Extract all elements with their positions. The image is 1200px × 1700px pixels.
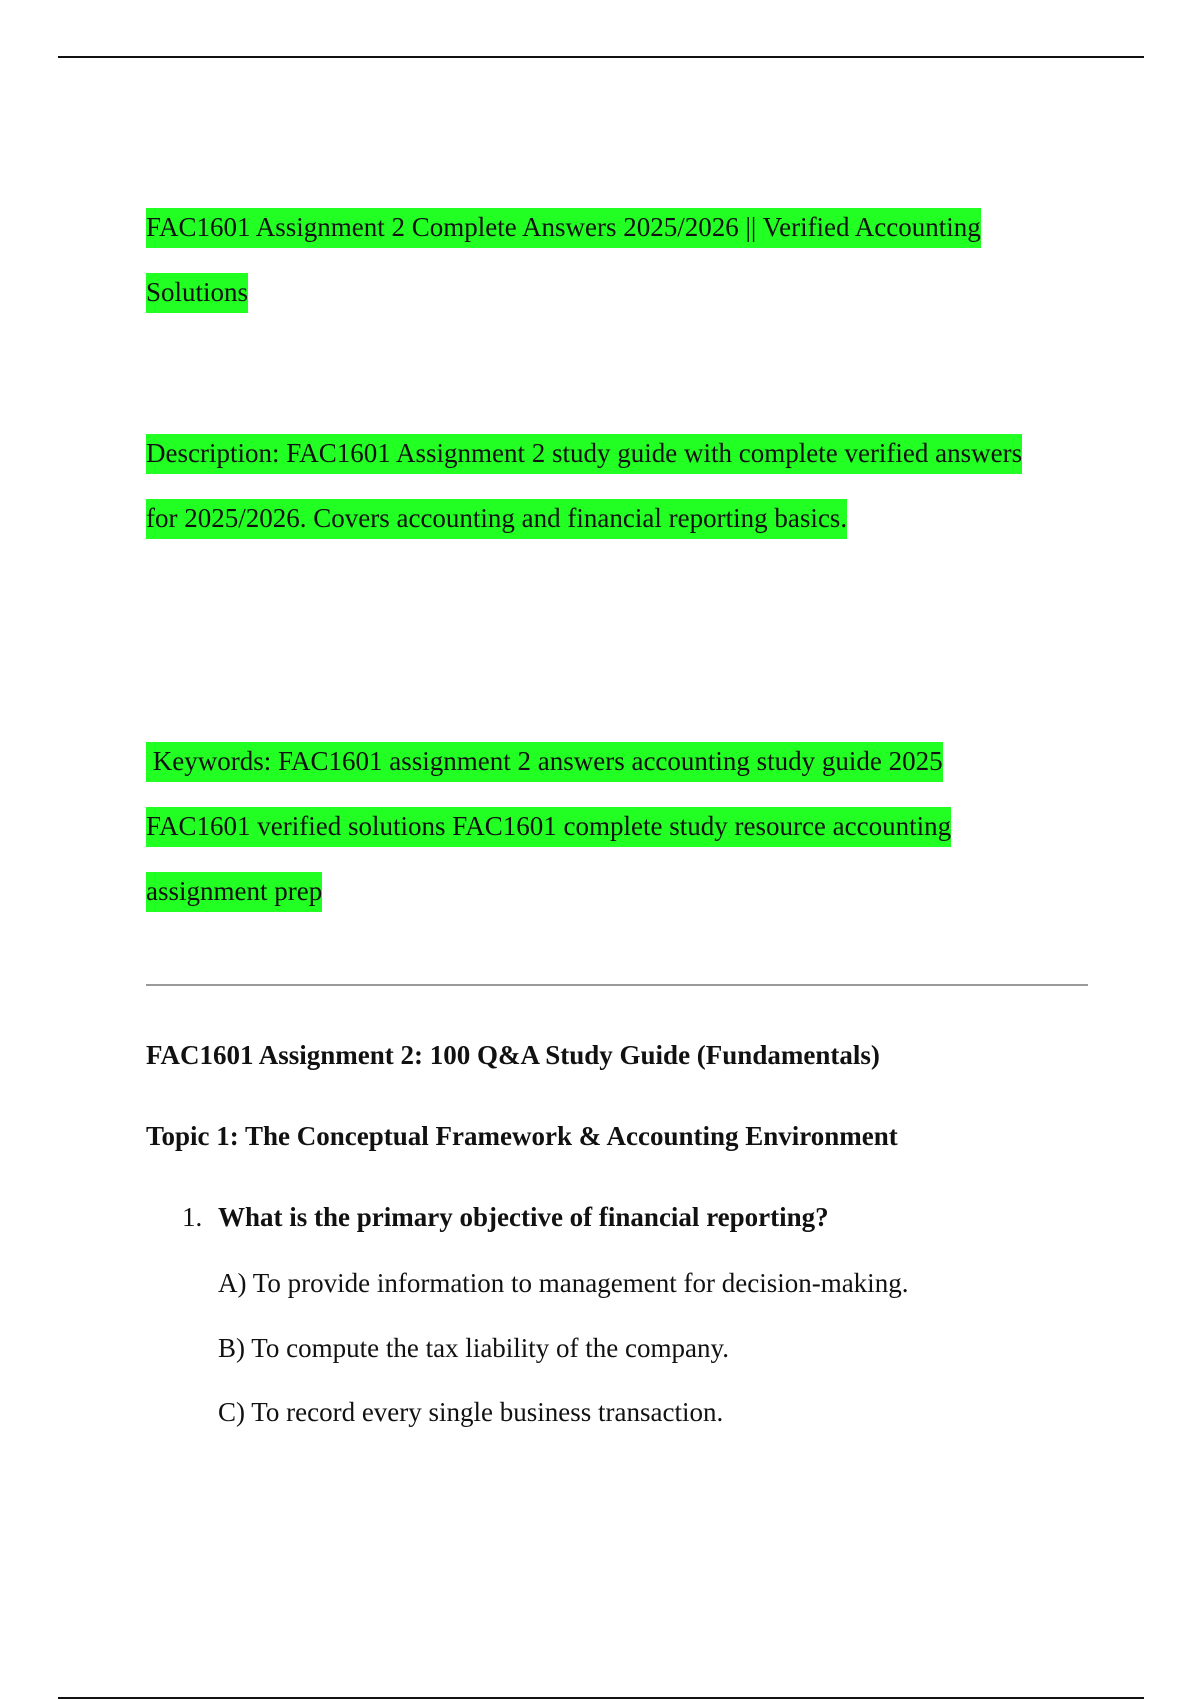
document-keywords — [146, 729, 1086, 924]
document-title — [146, 195, 1086, 325]
answer-option-a: A) To provide information to management for decision-making. — [218, 1268, 909, 1298]
document-description — [146, 421, 1086, 551]
page-bottom-rule — [58, 1697, 1144, 1699]
keywords-line-1: Keywords: FAC1601 assignment 2 answers accounting study guide 2025 — [146, 742, 943, 782]
topic-heading: Topic 1: The Conceptual Framework & Accounting Environment — [146, 1121, 898, 1151]
question-item — [182, 1200, 829, 1234]
keywords-line-3: assignment prep — [146, 872, 322, 912]
keywords-line-2: FAC1601 verified solutions FAC1601 complete study resource accounting — [146, 807, 951, 847]
title-line-2: Solutions — [146, 273, 248, 313]
description-line-1: Description: FAC1601 Assignment 2 study guide with complete verified answers — [146, 434, 1022, 474]
page-top-rule — [58, 56, 1144, 58]
section-divider — [146, 984, 1088, 986]
title-line-1: FAC1601 Assignment 2 Complete Answers 2025/2026 || Verified Accounting — [146, 208, 981, 248]
question-number: 1. — [182, 1202, 203, 1232]
study-guide-title: FAC1601 Assignment 2: 100 Q&A Study Guide (Fundamentals) — [146, 1040, 880, 1070]
question-text: What is the primary objective of financial reporting? — [218, 1202, 829, 1232]
answer-option-c: C) To record every single business transaction. — [218, 1397, 724, 1427]
description-line-2: for 2025/2026. Covers accounting and financial reporting basics. — [146, 499, 847, 539]
answer-option-b: B) To compute the tax liability of the company. — [218, 1333, 729, 1363]
